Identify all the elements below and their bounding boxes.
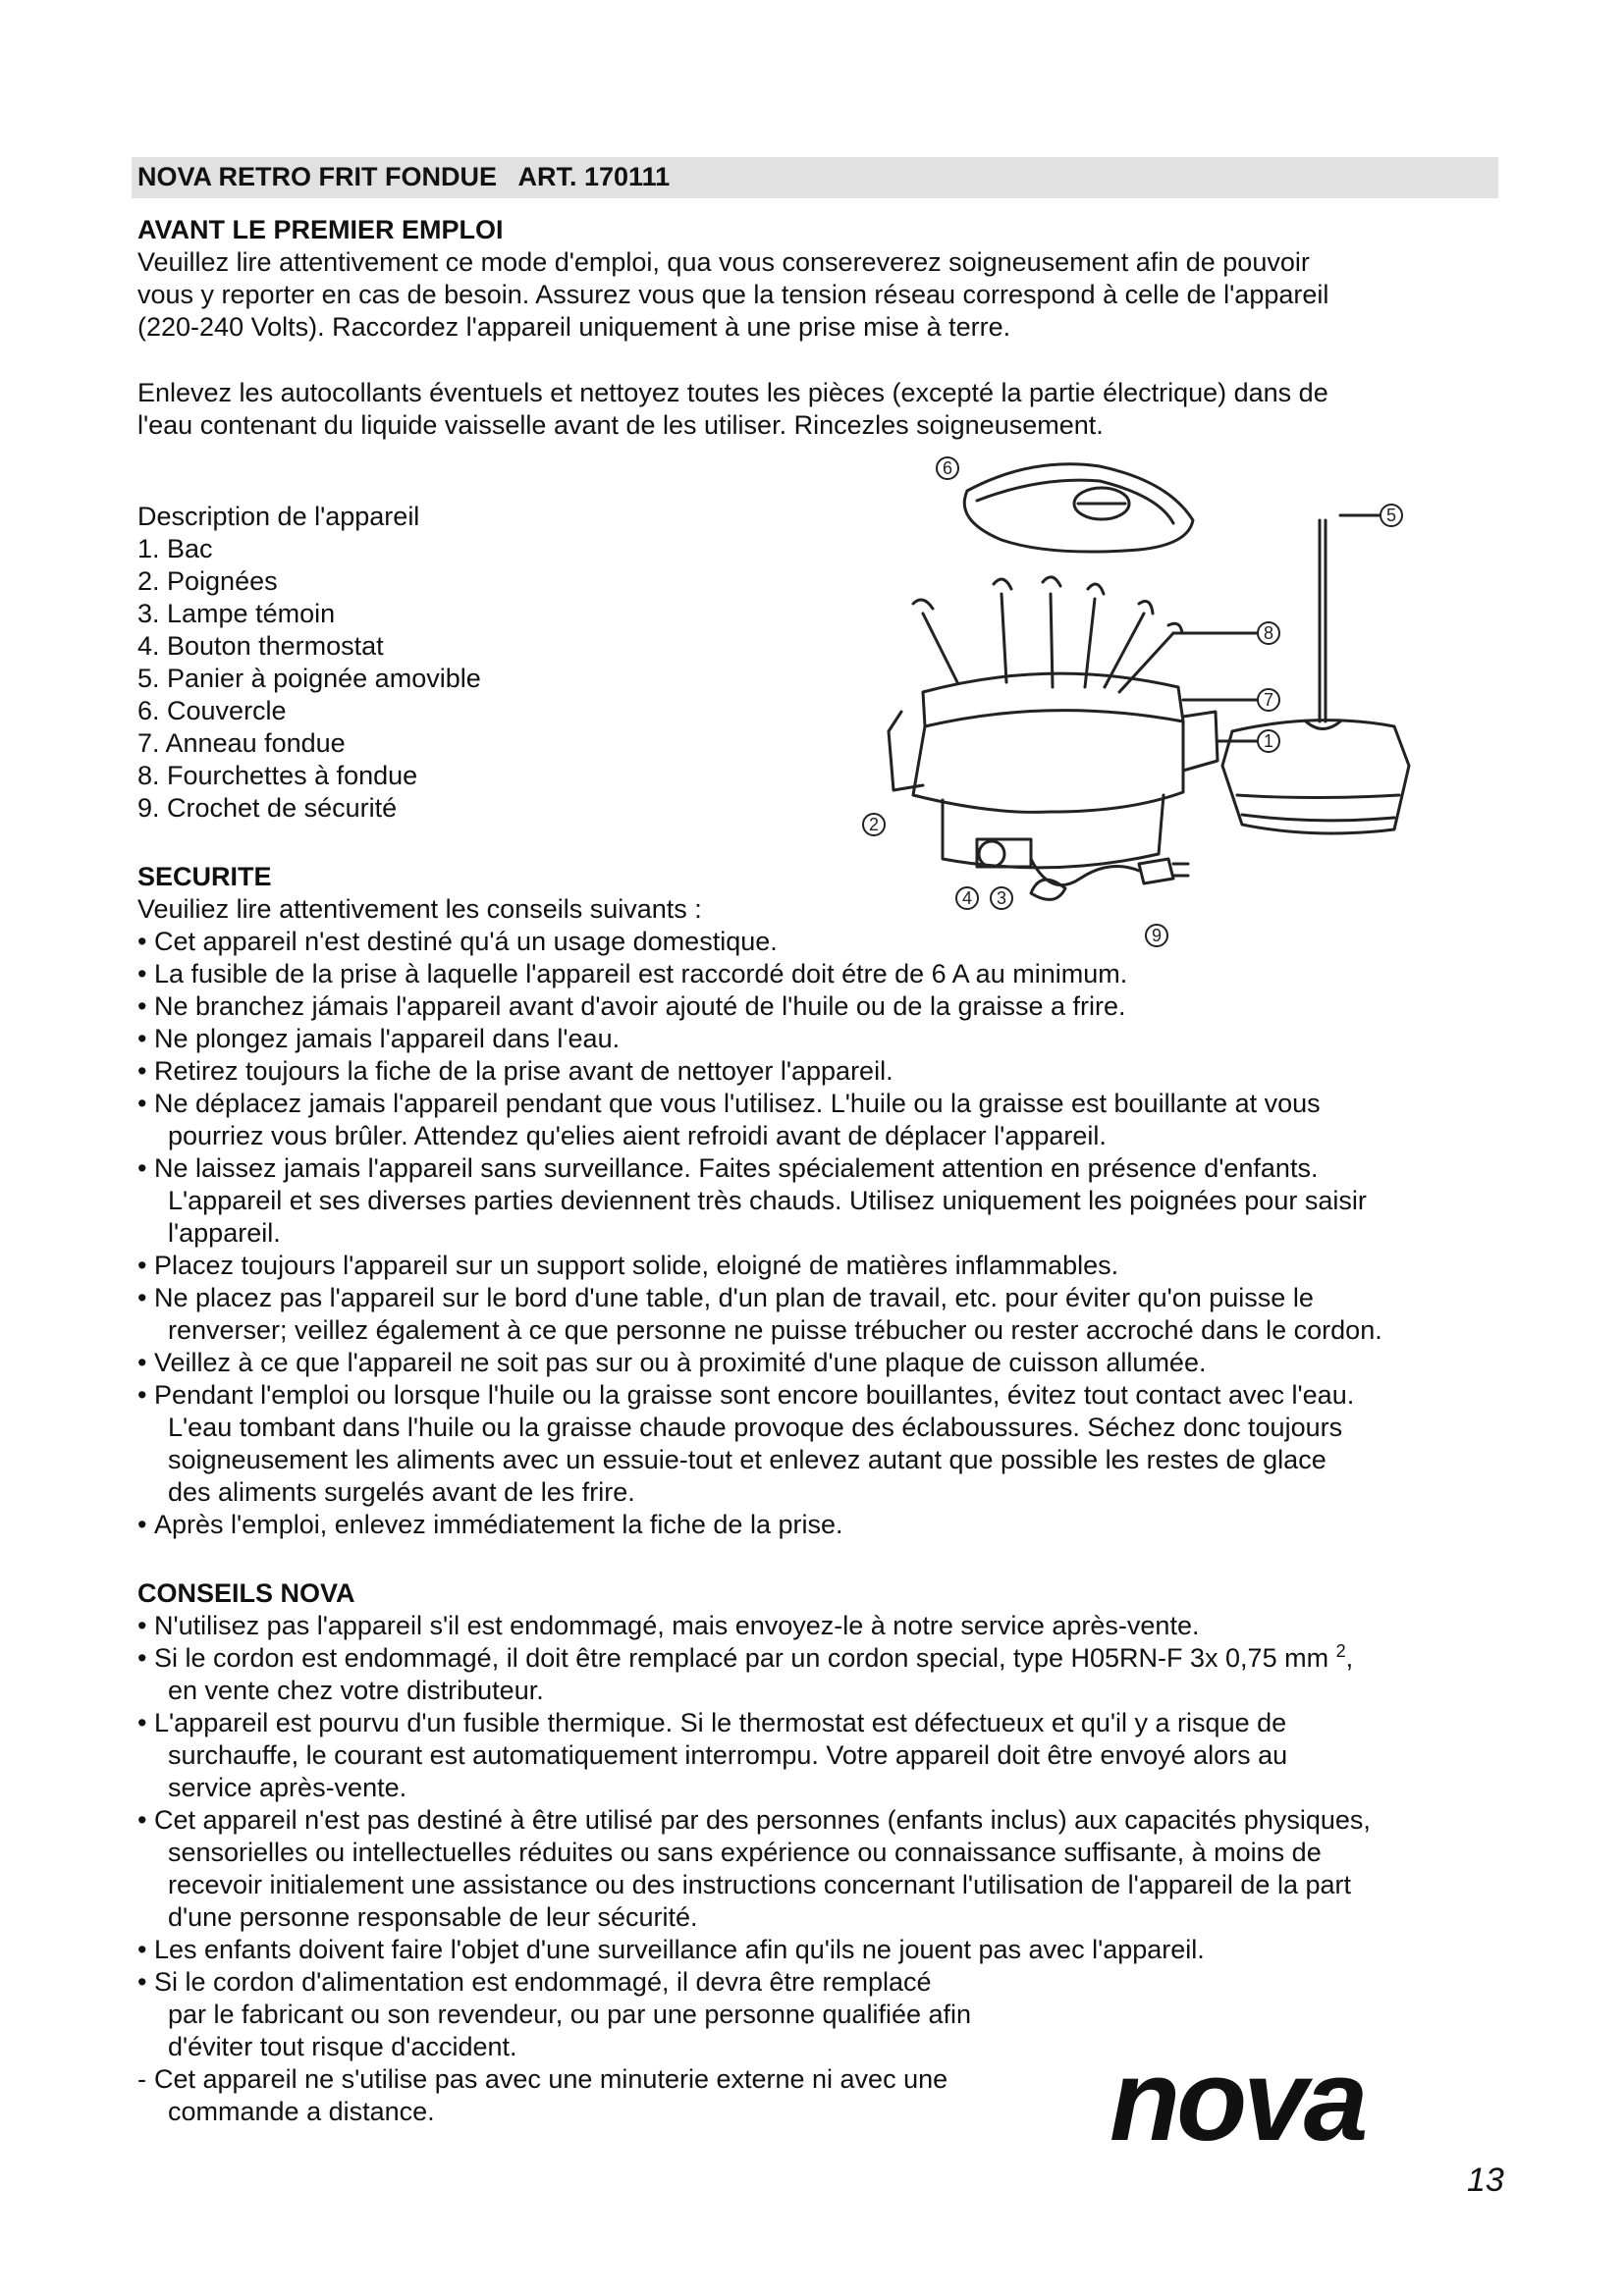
bullet-text-line	[154, 1642, 1353, 1675]
description-item: 4. Bouton thermostat	[137, 631, 384, 661]
bullet-marker: •	[137, 1805, 147, 1835]
bullet-text-line	[154, 926, 778, 958]
bullet-text-line	[168, 1217, 281, 1250]
intro-heading: AVANT LE PREMIER EMPLOI	[137, 215, 504, 244]
bullet-text-line	[154, 958, 1127, 990]
description-item: 8. Fourchettes à fondue	[137, 761, 418, 790]
bullet-marker: -	[137, 2064, 146, 2094]
bullet-text-line	[154, 1088, 1321, 1120]
text-line: Veuillez lire attentivement ce mode d'emploi, qua vous consereverez soigneusement afin de pouvoir	[137, 247, 1310, 277]
page-number: 13	[1467, 2162, 1504, 2199]
description-item: 2. Poignées	[137, 566, 278, 596]
lid-drawing	[964, 464, 1193, 552]
svg-text:3: 3	[996, 888, 1007, 908]
description-item: 9. Crochet de sécurité	[137, 793, 398, 823]
bullet-text: Après l'emploi, enlevez immédiatement la fiche de la prise.	[154, 1510, 843, 1539]
bullet-marker: •	[137, 1024, 147, 1053]
bullet-marker: •	[137, 959, 147, 988]
bullet-marker: •	[137, 1967, 147, 1997]
bullet-marker: •	[137, 927, 147, 956]
bullet-text-line	[154, 1282, 1314, 1314]
nova-logo	[1110, 2050, 1502, 2158]
bullet-text-line	[168, 1739, 1287, 1772]
bullet-marker: •	[137, 1708, 147, 1737]
bullet-text: service après-vente.	[168, 1773, 407, 1802]
bullet-text-line	[168, 1772, 406, 1804]
bullet-text: Cet appareil n'est pas destiné à être utilisé par des personnes (enfants inclus) aux capacités physiques,	[154, 1805, 1371, 1835]
diagram-label	[1258, 622, 1279, 644]
bullet-text-line	[154, 990, 1126, 1023]
bullet-text-line	[168, 1120, 1107, 1152]
bullet-text: Ne déplacez jamais l'appareil pendant que vous l'utilisez. L'huile ou la graisse est bouillante at vous	[154, 1089, 1321, 1118]
bullet-text: renverser; veillez également à ce que personne ne puisse trébucher ou rester accroché dans le cordon.	[168, 1315, 1382, 1345]
bullet-text: La fusible de la prise à laquelle l'appareil est raccordé doit étre de 6 A au minimum.	[154, 959, 1128, 988]
bullet-text-line	[168, 1999, 971, 2031]
bullet-text: sensorielles ou intellectuelles réduites ou sans expérience ou connaissance suffisante, à moins de	[168, 1838, 1322, 1867]
bullet-text: L'appareil est pourvu d'un fusible thermique. Si le thermostat est défectueux et qu'il y a risque de	[154, 1708, 1287, 1737]
diagram-label	[956, 887, 978, 909]
bullet-text: recevoir initialement une assistance ou des instructions concernant l'utilisation de l'appareil de la part	[168, 1870, 1351, 1899]
bullet-text-line	[168, 1869, 1351, 1901]
superscript: 2	[1335, 1641, 1346, 1661]
bullet-text: L'appareil et ses diverses parties deviennent très chauds. Utilisez uniquement les poignées pour saisir	[168, 1186, 1367, 1215]
svg-text:6: 6	[942, 458, 953, 478]
bullet-text-line	[168, 1412, 1342, 1444]
bullet-text-line	[154, 1509, 843, 1541]
bullet-text: Cet appareil ne s'utilise pas avec une minuterie externe ni avec une	[154, 2064, 948, 2094]
svg-text:1: 1	[1263, 731, 1274, 751]
bullet-text-line	[168, 1185, 1367, 1217]
diagram-label	[991, 887, 1012, 909]
svg-text:5: 5	[1385, 506, 1397, 525]
bullet-text: par le fabricant ou son revendeur, ou par une personne qualifiée afin	[168, 2000, 972, 2029]
svg-text:7: 7	[1263, 690, 1274, 710]
bullet-marker: •	[137, 1935, 147, 1964]
bullet-marker: •	[137, 1348, 147, 1377]
svg-text:nova: nova	[1110, 2050, 1365, 2158]
bullet-text: Ne branchez jámais l'appareil avant d'avoir ajouté de l'huile ou de la graisse a frire.	[154, 991, 1126, 1021]
bullet-text-line	[168, 1476, 635, 1509]
svg-text:9: 9	[1151, 926, 1163, 945]
bullet-text-line	[168, 1444, 1326, 1476]
text-line: l'eau contenant du liquide vaisselle avant de les utiliser. Rincezles soigneusement.	[137, 410, 1104, 440]
bullet-marker: •	[137, 1153, 147, 1183]
bullet-text: Placez toujours l'appareil sur un support solide, eloigné de matières inflammables.	[154, 1251, 1119, 1280]
bullet-marker: •	[137, 1089, 147, 1118]
bullet-text-line	[168, 1837, 1322, 1869]
conseils-heading: CONSEILS NOVA	[137, 1578, 355, 1608]
bullet-text: Pendant l'emploi ou lorsque l'huile ou la graisse sont encore bouillantes, évitez tout contact avec l'eau.	[154, 1380, 1355, 1410]
bullet-text: Ne plongez jamais l'appareil dans l'eau.	[154, 1024, 621, 1053]
bullet-text-line	[154, 1055, 893, 1088]
bullet-text: en vente chez votre distributeur.	[168, 1676, 544, 1705]
diagram-label	[937, 457, 958, 479]
bullet-text: N'utilisez pas l'appareil s'il est endommagé, mais envoyez-le à notre service après-vente.	[154, 1611, 1200, 1640]
intro-paragraph-1	[137, 246, 1328, 344]
pot-drawing	[889, 673, 1257, 868]
description-item: 5. Panier à poignée amovible	[137, 664, 481, 693]
securite-heading: SECURITE	[137, 862, 272, 891]
bullet-text-line	[154, 1379, 1354, 1412]
bullet-text: Si le cordon d'alimentation est endommagé, il devra être remplacé	[154, 1967, 932, 1997]
description-list	[137, 501, 481, 825]
bullet-text: Les enfants doivent faire l'objet d'une surveillance afin qu'ils ne jouent pas avec l'appareil.	[154, 1935, 1205, 1964]
bullet-text: l'appareil.	[168, 1218, 281, 1248]
superscript-suffix: ,	[1345, 1643, 1354, 1673]
bullet-text: L'eau tombant dans l'huile ou la graisse chaude provoque des éclaboussures. Séchez donc toujours	[168, 1413, 1343, 1442]
header-bar	[132, 157, 1498, 198]
basket-drawing	[1222, 515, 1409, 833]
bullet-text: Si le cordon est endommagé, il doit être remplacé par un cordon special, type H05RN-F 3x 0,75 mm	[154, 1643, 1329, 1673]
securite-intro: Veuiliez lire attentivement les conseils suivants :	[137, 894, 702, 924]
text-line: vous y reporter en cas de besoin. Assurez vous que la tension réseau correspond à celle de l'appareil	[137, 280, 1329, 309]
bullet-text: d'éviter tout risque d'accident.	[168, 2032, 517, 2061]
bullet-text-line	[154, 1707, 1286, 1739]
text-line: Enlevez les autocollants éventuels et nettoyez toutes les pièces (excepté la partie électrique) dans de	[137, 378, 1328, 407]
bullet-marker: •	[137, 1510, 147, 1539]
intro-paragraph-2	[137, 377, 1328, 442]
bullet-marker: •	[137, 1251, 147, 1280]
bullet-text: Ne placez pas l'appareil sur le bord d'une table, d'un plan de travail, etc. pour éviter qu'on puisse le	[154, 1283, 1314, 1312]
description-title: Description de l'appareil	[137, 502, 420, 531]
bullet-marker: •	[137, 991, 147, 1021]
bullet-text-line	[168, 1314, 1382, 1347]
bullet-text: commande a distance.	[168, 2097, 435, 2126]
bullet-text: pourriez vous brûler. Attendez qu'elies aient refroidi avant de déplacer l'appareil.	[168, 1121, 1107, 1150]
svg-text:2: 2	[868, 815, 880, 834]
description-item: 1. Bac	[137, 534, 213, 563]
bullet-text-line	[154, 1152, 1318, 1185]
diagram-label	[1380, 505, 1402, 526]
bullet-text-line	[168, 1901, 698, 1934]
bullet-text-line	[154, 1804, 1371, 1837]
page-title: NOVA RETRO FRIT FONDUE ART. 170111	[137, 162, 671, 191]
bullet-text: Cet appareil n'est destiné qu'á un usage domestique.	[154, 927, 778, 956]
bullet-text: Retirez toujours la fiche de la prise avant de nettoyer l'appareil.	[154, 1056, 893, 1086]
bullet-marker: •	[137, 1643, 147, 1673]
bullet-text: d'une personne responsable de leur sécurité.	[168, 1902, 698, 1932]
bullet-text: Ne laissez jamais l'appareil sans surveillance. Faites spécialement attention en présence d'enfants.	[154, 1153, 1319, 1183]
bullet-text-line	[168, 1675, 544, 1707]
cord-drawing	[1031, 859, 1188, 899]
bullet-marker: •	[137, 1056, 147, 1086]
bullet-text-line	[168, 2096, 435, 2128]
bullet-text: des aliments surgelés avant de les frire.	[168, 1477, 635, 1507]
diagram-label	[1146, 925, 1167, 946]
diagram-label	[1258, 689, 1279, 711]
svg-text:4: 4	[961, 888, 973, 908]
bullet-text-line	[154, 1250, 1118, 1282]
bullet-text: soigneusement les aliments avec un essuie-tout et enlevez autant que possible les restes de glace	[168, 1445, 1326, 1474]
bullet-text-line	[154, 2063, 947, 2096]
bullet-text-line	[154, 1934, 1205, 1966]
bullet-text-line	[154, 1347, 1206, 1379]
text-line: (220-240 Volts). Raccordez l'appareil uniquement à une prise mise à terre.	[137, 312, 1011, 342]
bullet-text: surchauffe, le courant est automatiquement interrompu. Votre appareil doit être envoyé alors au	[168, 1740, 1288, 1770]
bullet-text-line	[168, 2031, 517, 2063]
bullet-text: Veillez à ce que l'appareil ne soit pas sur ou à proximité d'une plaque de cuisson allumée.	[154, 1348, 1207, 1377]
diagram-label	[863, 814, 885, 835]
description-item: 3. Lampe témoin	[137, 599, 336, 628]
svg-text:8: 8	[1263, 623, 1274, 643]
description-item: 6. Couvercle	[137, 696, 287, 725]
bullet-marker: •	[137, 1283, 147, 1312]
diagram-label	[1258, 730, 1279, 752]
bullet-marker: •	[137, 1611, 147, 1640]
bullet-text-line	[154, 1966, 932, 1999]
description-item: 7. Anneau fondue	[137, 728, 346, 758]
bullet-text-line	[154, 1610, 1199, 1642]
bullet-marker: •	[137, 1380, 147, 1410]
bullet-text-line	[154, 1023, 620, 1055]
appliance-diagram	[844, 447, 1434, 957]
